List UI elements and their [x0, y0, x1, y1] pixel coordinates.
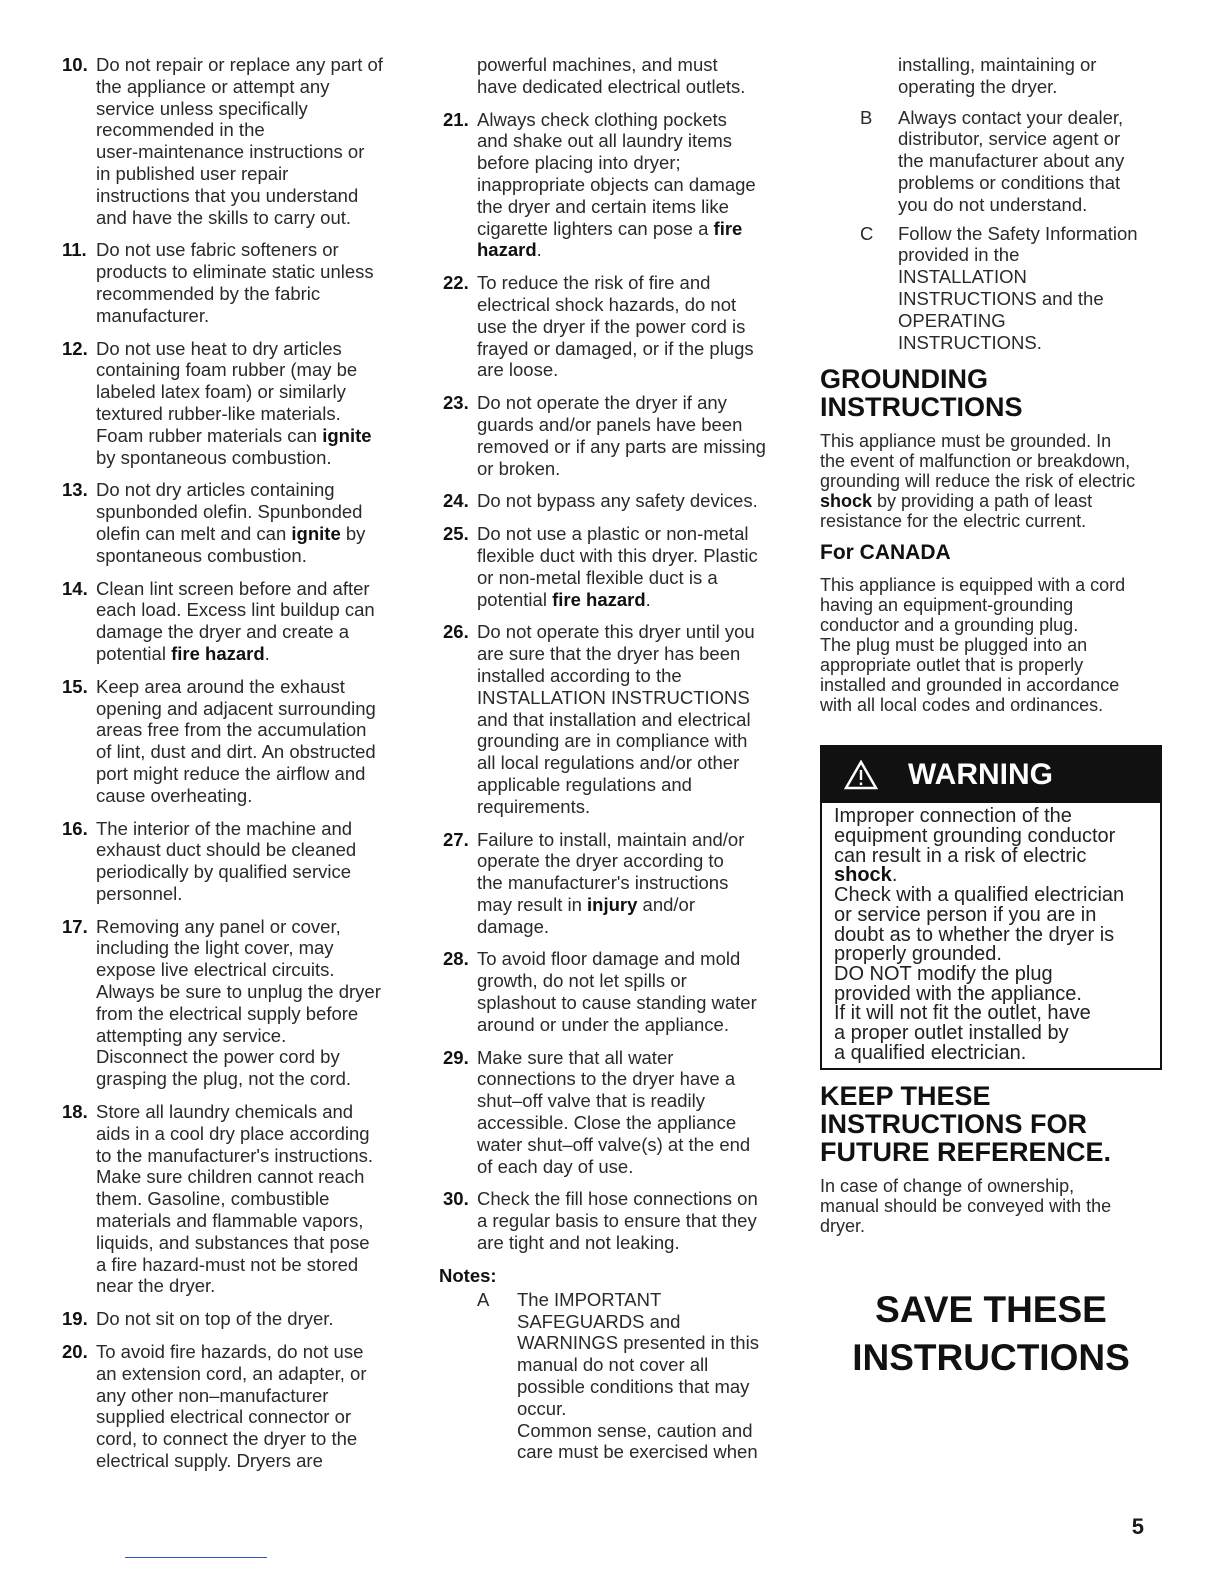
page-number: 5: [1131, 1514, 1144, 1539]
list-item: 17. Removing any panel or cover, including the light cover, may expose live electrical circuits. Always be sure to unplug the dryer from the electrical supply before attempting any service. Disconnect the power cord by grasping the plug, not the cord.: [62, 915, 381, 1090]
note-a: A The IMPORTANT SAFEGUARDS and WARNINGS presented in this manual do not cover all possible conditions that may occur. Common sense, caution and care must be exercised when: [477, 1288, 759, 1463]
warning-box: [820, 745, 1162, 1069]
warning-body: Improper connection of the equipment grounding conductor can result in a risk of electric shock. Check with a qualified electrician or service person if you are in doubt as to whether the dryer is properly grounded. DO NOT modify the plug provided with the appliance. If it will not fit the outlet, have a proper outlet installed by a qualified electrician.: [834, 805, 1125, 1064]
keep-heading: KEEP THESE INSTRUCTIONS FOR FUTURE REFERENCE.: [820, 1080, 1112, 1167]
list-item: 22. To reduce the risk of fire and electrical shock hazards, do not use the dryer if the power cord is frayed or damaged, or if the plugs are loose.: [443, 272, 754, 381]
warning-triangle-icon: [844, 760, 878, 790]
warning-title: WARNING: [908, 758, 1053, 792]
list-item: 15. Keep area around the exhaust opening and adjacent surrounding areas free from the accumulation of lint, dust and dirt. An obstructed port might reduce the airflow and cause overheating.: [62, 675, 376, 806]
list-item: 29. Make sure that all water connections to the dryer have a shut–off valve that is readily accessible. Close the appliance water shut–off valve(s) at the end of each day of use.: [443, 1046, 751, 1177]
list-item: 24. Do not bypass any safety devices.: [443, 490, 758, 512]
column-left: [62, 54, 402, 1483]
list-item: 27. Failure to install, maintain and/or operate the dryer according to the manufacturer's instructions may result in injury and/or damage.: [443, 828, 745, 937]
list-item: 18. Store all laundry chemicals and aids in a cool dry place according to the manufacturer's instructions. Make sure children cannot reach them. Gasoline, combustible materials and flammable vapors, liquids, and substances that pose a fire hazard-must not be stored near the dryer.: [62, 1101, 374, 1297]
list-item: 21. Always check clothing pockets and shake out all laundry items before placing into dryer; inappropriate objects can damage the dryer and certain items like cigarette lighters can pose a fire hazard.: [443, 108, 756, 261]
continued-text: installing, maintaining or operating the dryer.: [898, 54, 1097, 97]
column-middle: [439, 54, 791, 1463]
note-b: B Always contact your dealer, distributor, service agent or the manufacturer about any problems or conditions that you do not understand.: [860, 106, 1125, 215]
list-item: 12. Do not use heat to dry articles containing foam rubber (may be labeled latex foam) or similarly textured rubber-like materials. Foam rubber materials can ignite by spontaneous combustion.: [62, 337, 372, 468]
keep-text: In case of change of ownership, manual should be conveyed with the dryer.: [820, 1175, 1112, 1236]
note-c: C Follow the Safety Information provided in the INSTALLATION INSTRUCTIONS and the OPERATING INSTRUCTIONS.: [860, 222, 1138, 353]
list-item: 30. Check the fill hose connections on a regular basis to ensure that they are tight and not leaking.: [443, 1188, 758, 1254]
list-item: 13. Do not dry articles containing spunbonded olefin. Spunbonded olefin can melt and can ignite by spontaneous combustion.: [62, 479, 366, 566]
grounding-text: This appliance must be grounded. In the event of malfunction or breakdown, grounding will reduce the risk of electric shock by providing a path of least resistance for the electric current.: [820, 431, 1136, 532]
notes-heading: Notes:: [439, 1264, 497, 1286]
list-item: 11. Do not use fabric softeners or products to eliminate static unless recommended by the fabric manufacturer.: [62, 239, 374, 326]
save-instructions-heading: SAVE THESE INSTRUCTIONS: [852, 1288, 1130, 1378]
warning-header: [822, 747, 1160, 803]
list-item: 19. Do not sit on top of the dryer.: [62, 1308, 334, 1330]
grounding-heading: GROUNDING INSTRUCTIONS: [820, 364, 1023, 423]
footer-rule: [125, 1557, 267, 1558]
list-item: 20. To avoid fire hazards, do not use an extension cord, an adapter, or any other non–manufacturer supplied electrical connector or cord, to connect the dryer to the electrical supply. Dryers are: [62, 1341, 367, 1472]
continued-text: powerful machines, and must have dedicated electrical outlets.: [477, 54, 746, 97]
list-item: 28. To avoid floor damage and mold growth, do not let spills or splashout to cause standing water around or under the appliance.: [443, 948, 757, 1035]
list-item: 26. Do not operate this dryer until you are sure that the dryer has been installed according to the INSTALLATION INSTRUCTIONS and that installation and electrical grounding are in compliance with all local regulations and/or other applicable regulations and requirements.: [443, 621, 755, 817]
list-item: 25. Do not use a plastic or non-metal flexible duct with this dryer. Plastic or non-metal flexible duct is a potential fire hazard.: [443, 523, 758, 610]
list-item: 23. Do not operate the dryer if any guards and/or panels have been removed or if any parts are missing or broken.: [443, 392, 766, 479]
list-item: 14. Clean lint screen before and after each load. Excess lint buildup can damage the dryer and create a potential fire hazard.: [62, 577, 375, 664]
canada-text: This appliance is equipped with a cord having an equipment-grounding conductor and a grounding plug. The plug must be plugged into an appropriate outlet that is properly installed and grounded in accordance with all local codes and ordinances.: [820, 575, 1126, 716]
canada-heading: For CANADA: [820, 541, 951, 565]
list-item: 10. Do not repair or replace any part of the appliance or attempt any service unless specifically recommended in the user-maintenance instructions or in published user repair instructions that you understand and have the skills to carry out.: [62, 54, 383, 228]
list-item: 16. The interior of the machine and exhaust duct should be cleaned periodically by qualified service personnel.: [62, 817, 357, 904]
column-right: [820, 54, 1162, 1382]
